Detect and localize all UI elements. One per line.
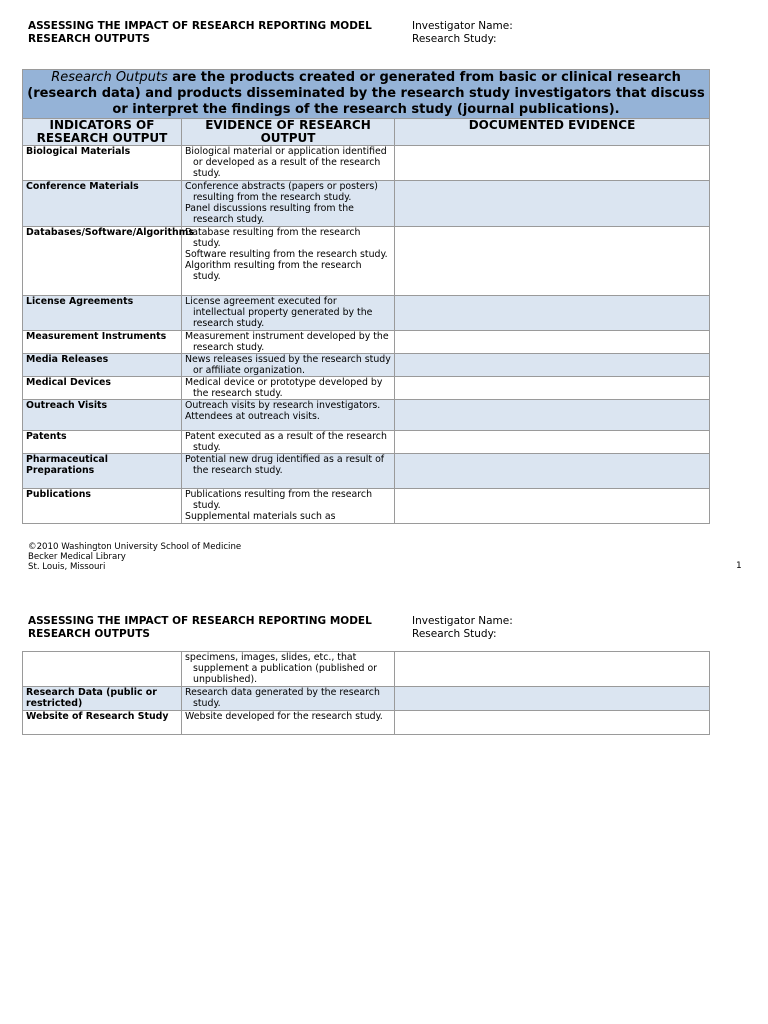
evidence-item: News releases issued by the research study or affiliate organization. (185, 354, 391, 376)
evidence-cell (182, 454, 395, 489)
evidence-item: Attendees at outreach visits. (185, 411, 320, 422)
evidence-cell (182, 489, 395, 524)
banner-text: are the products created or generated from basic or clinical research (research data) and products disseminated by the research study investigators that discuss or interpret the findings of the research study (journal publications). (27, 70, 705, 117)
column-header-documented: DOCUMENTED EVIDENCE (395, 119, 710, 146)
research-outputs-table (22, 69, 710, 524)
title-line-2: RESEARCH OUTPUTS (28, 33, 150, 45)
indicator-cell: Publications (23, 489, 182, 524)
indicator-cell: Outreach Visits (23, 400, 182, 431)
evidence-item: Patent executed as a result of the research study. (185, 431, 387, 453)
documented-evidence-field[interactable] (395, 227, 710, 296)
table-row-conference-materials (23, 181, 710, 227)
evidence-cell (182, 331, 395, 354)
evidence-cell (182, 227, 395, 296)
evidence-cell (182, 400, 395, 431)
table-row-patents (23, 431, 710, 454)
evidence-item: Conference abstracts (papers or posters) resulting from the research study. (185, 181, 378, 203)
research-study-label: Research Study: (412, 628, 497, 640)
indicator-cell: Research Data (public or restricted) (23, 687, 182, 711)
evidence-cell (182, 711, 395, 735)
indicator-cell: License Agreements (23, 296, 182, 331)
table-row-medical-devices (23, 377, 710, 400)
table-row-website-of-research-study (23, 711, 710, 735)
evidence-item: License agreement executed for intellectual property generated by the research study. (185, 296, 373, 329)
investigator-name-label: Investigator Name: (412, 20, 513, 32)
evidence-item: Outreach visits by research investigators. (185, 400, 381, 411)
evidence-cell (182, 354, 395, 377)
evidence-cell (182, 181, 395, 227)
documented-evidence-field[interactable] (395, 296, 710, 331)
table-row-continued (23, 652, 710, 687)
indicator-cell: Biological Materials (23, 146, 182, 181)
indicator-cell: Conference Materials (23, 181, 182, 227)
documented-evidence-field[interactable] (395, 454, 710, 489)
table-row-pharmaceutical-preparations (23, 454, 710, 489)
documented-evidence-field[interactable] (395, 431, 710, 454)
documented-evidence-field[interactable] (395, 331, 710, 354)
table-row-media-releases (23, 354, 710, 377)
banner-emphasis: Research Outputs (51, 70, 168, 85)
indicator-cell: Media Releases (23, 354, 182, 377)
evidence-item: Biological material or application identified or developed as a result of the research study. (185, 146, 387, 179)
table-row-outreach-visits (23, 400, 710, 431)
indicator-cell: Databases/Software/Algorithms (23, 227, 182, 296)
evidence-item: Supplemental materials such as (185, 511, 336, 522)
table-row-measurement-instruments (23, 331, 710, 354)
table-row-biological-materials (23, 146, 710, 181)
title-line-2: RESEARCH OUTPUTS (28, 628, 150, 640)
evidence-item: Database resulting from the research study. (185, 227, 361, 249)
evidence-item: Website developed for the research study. (185, 711, 383, 722)
document-title (28, 615, 372, 641)
copyright-text: ©2010 Washington University School of Medicine (28, 542, 242, 552)
evidence-item: Software resulting from the research study. (185, 249, 388, 260)
definition-banner (23, 70, 710, 119)
table-row-research-data-public-or-restricted (23, 687, 710, 711)
evidence-item: Potential new drug identified as a result of the research study. (185, 454, 385, 476)
documented-evidence-field[interactable] (395, 146, 710, 181)
investigator-fields (412, 20, 513, 46)
evidence-item: Publications resulting from the research study. (185, 489, 373, 511)
evidence-cell (182, 687, 395, 711)
indicator-cell: Medical Devices (23, 377, 182, 400)
indicator-cell: Patents (23, 431, 182, 454)
research-study-label: Research Study: (412, 33, 497, 45)
evidence-item: Measurement instrument developed by the research study. (185, 331, 389, 353)
evidence-item: specimens, images, slides, etc., that supplement a publication (published or unpublished). (185, 652, 378, 685)
indicator-cell: Pharmaceutical Preparations (23, 454, 182, 489)
investigator-name-label: Investigator Name: (412, 615, 513, 627)
table-row-license-agreements (23, 296, 710, 331)
library-name: Becker Medical Library (28, 552, 126, 562)
indicator-cell: Measurement Instruments (23, 331, 182, 354)
investigator-fields (412, 615, 513, 641)
documented-evidence-field[interactable] (395, 377, 710, 400)
table-row-publications (23, 489, 710, 524)
indicator-cell (23, 652, 182, 687)
location-text: St. Louis, Missouri (28, 562, 106, 572)
column-header-indicators: INDICATORS OF RESEARCH OUTPUT (23, 119, 182, 146)
evidence-cell (182, 146, 395, 181)
evidence-cell (182, 652, 395, 687)
indicator-cell: Website of Research Study (23, 711, 182, 735)
documented-evidence-field[interactable] (395, 711, 710, 735)
title-line-1: ASSESSING THE IMPACT OF RESEARCH REPORTING MODEL (28, 615, 372, 627)
documented-evidence-field[interactable] (395, 400, 710, 431)
documented-evidence-field[interactable] (395, 181, 710, 227)
column-header-evidence: EVIDENCE OF RESEARCH OUTPUT (182, 119, 395, 146)
evidence-cell (182, 377, 395, 400)
document-title (28, 20, 372, 46)
documented-evidence-field[interactable] (395, 489, 710, 524)
evidence-item: Research data generated by the research study. (185, 687, 380, 709)
evidence-item: Panel discussions resulting from the research study. (185, 203, 354, 225)
documented-evidence-field[interactable] (395, 354, 710, 377)
evidence-item: Medical device or prototype developed by the research study. (185, 377, 383, 399)
evidence-cell (182, 431, 395, 454)
evidence-cell (182, 296, 395, 331)
documented-evidence-field[interactable] (395, 687, 710, 711)
page-number: 1 (736, 561, 742, 571)
page-footer (28, 542, 241, 572)
research-outputs-table-continued (22, 651, 710, 735)
table-row-databases-software-algorithms (23, 227, 710, 296)
column-headers (23, 119, 710, 146)
title-line-1: ASSESSING THE IMPACT OF RESEARCH REPORTING MODEL (28, 20, 372, 32)
evidence-item: Algorithm resulting from the research study. (185, 260, 362, 282)
documented-evidence-field[interactable] (395, 652, 710, 687)
